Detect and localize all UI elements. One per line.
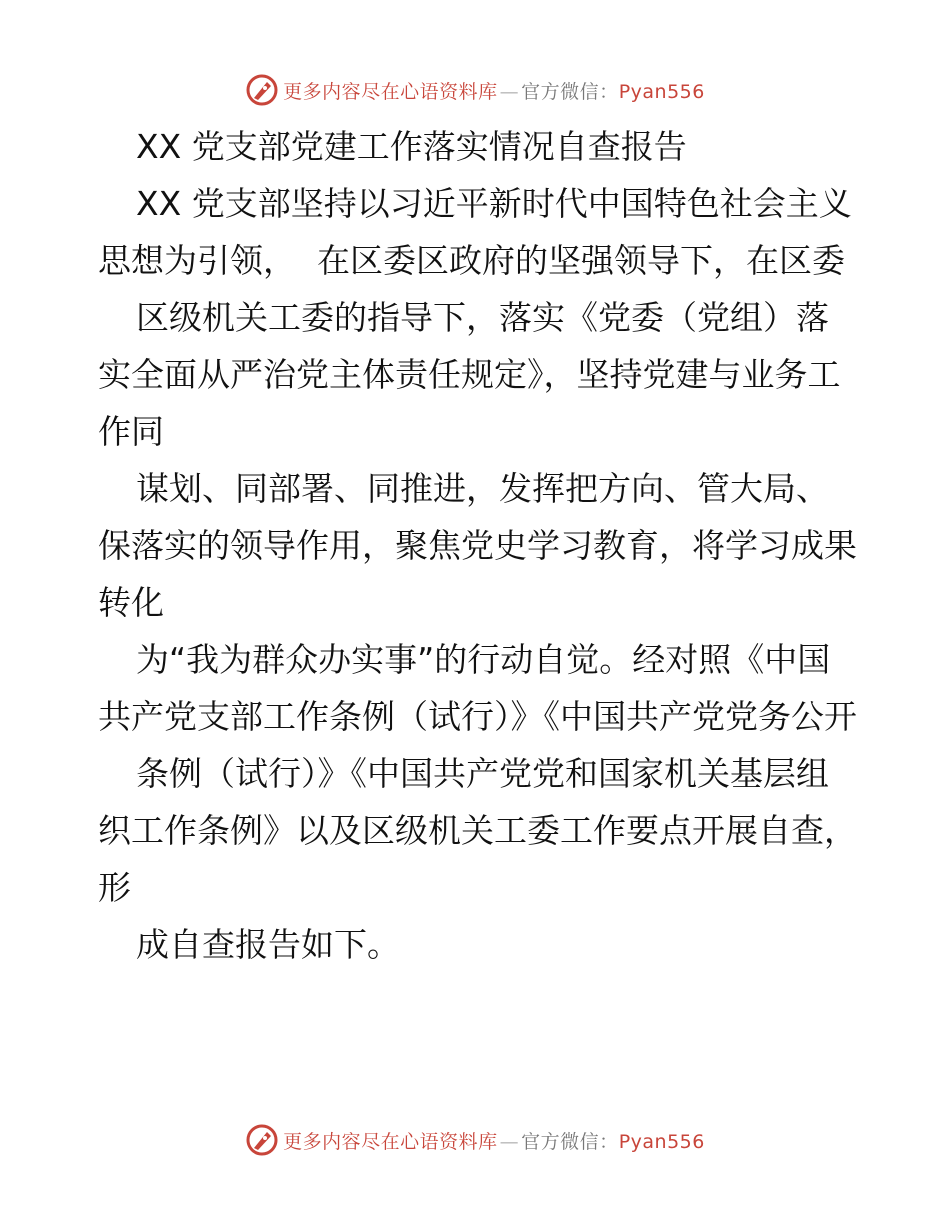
banner-separator: —	[499, 80, 520, 103]
banner-slogan: 更多内容尽在心语资料库	[283, 80, 498, 103]
header-watermark-banner	[0, 70, 950, 110]
footer-watermark-banner	[0, 1120, 950, 1160]
banner-wechat-id: Pyan556	[618, 80, 705, 103]
document-body	[98, 118, 858, 973]
paragraph-4: 为“我为群众办实事”的行动自觉。经对照《中国共产党支部工作条例（试行）》《中国共产党党务公开	[98, 640, 857, 736]
paragraph-2: 区级机关工委的指导下，落实《党委（党组）落实全面从严治党主体责任规定》，坚持党建与业务工作同	[98, 298, 841, 451]
paragraph-6: 成自查报告如下。	[136, 925, 400, 964]
paragraph-1: XX 党支部坚持以习近平新时代中国特色社会主义思想为引领， 在区委区政府的坚强领导下，在区委	[98, 184, 852, 280]
pen-logo-icon	[245, 73, 279, 107]
banner-wechat-label: 官方微信：	[521, 1130, 619, 1153]
banner-wechat-label: 官方微信：	[521, 80, 619, 103]
paragraph-3: 谋划、同部署、同推进，发挥把方向、管大局、保落实的领导作用，聚焦党史学习教育，将学习成果转化	[98, 469, 857, 622]
banner-text	[283, 77, 705, 104]
banner-slogan: 更多内容尽在心语资料库	[283, 1130, 498, 1153]
document-title: XX 党支部党建工作落实情况自查报告	[136, 127, 687, 166]
banner-text	[283, 1127, 705, 1154]
pen-logo-icon	[245, 1123, 279, 1157]
paragraph-5: 条例（试行）》《中国共产党党和国家机关基层组织工作条例》以及区级机关工委工作要点开展自查，形	[98, 754, 857, 907]
banner-wechat-id: Pyan556	[618, 1130, 705, 1153]
banner-separator: —	[499, 1130, 520, 1153]
